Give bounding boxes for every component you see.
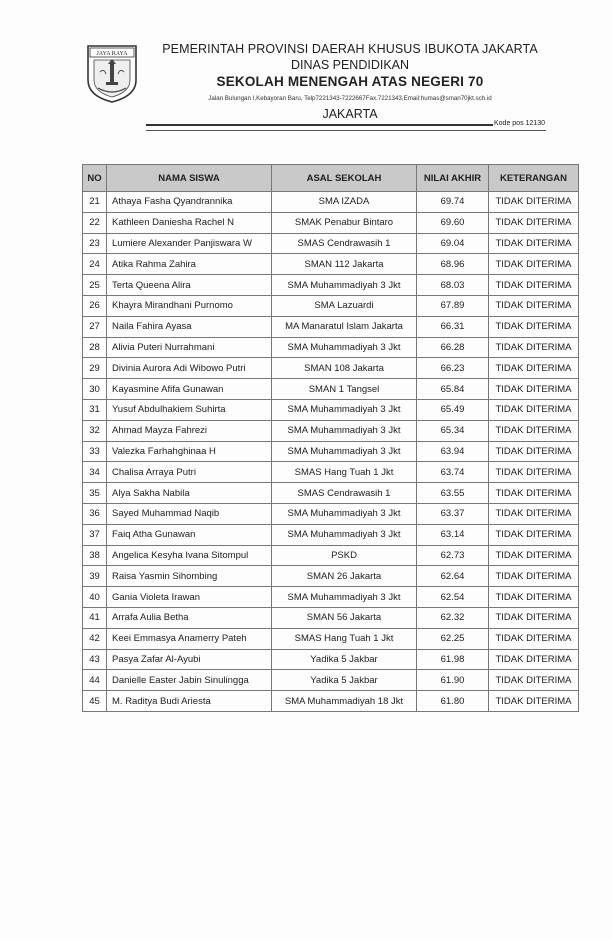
cell-keterangan: TIDAK DITERIMA — [489, 670, 579, 691]
cell-nilai-akhir: 66.28 — [417, 337, 489, 358]
header-asal-sekolah: ASAL SEKOLAH — [272, 165, 417, 192]
cell-no: 30 — [83, 379, 107, 400]
cell-asal-sekolah: SMA Muhammadiyah 3 Jkt — [272, 420, 417, 441]
cell-keterangan: TIDAK DITERIMA — [489, 233, 579, 254]
cell-asal-sekolah: SMAN 1 Tangsel — [272, 379, 417, 400]
cell-keterangan: TIDAK DITERIMA — [489, 212, 579, 233]
table-row — [83, 441, 579, 462]
cell-nama-siswa: Keei Emmasya Anamerry Pateh — [107, 628, 272, 649]
cell-asal-sekolah: SMAS Hang Tuah 1 Jkt — [272, 628, 417, 649]
cell-asal-sekolah: SMA Muhammadiyah 3 Jkt — [272, 587, 417, 608]
cell-keterangan: TIDAK DITERIMA — [489, 524, 579, 545]
government-title: PEMERINTAH PROVINSI DAERAH KHUSUS IBUKOTA JAKARTA — [162, 42, 538, 56]
table-row — [83, 503, 579, 524]
cell-keterangan: TIDAK DITERIMA — [489, 192, 579, 213]
cell-keterangan: TIDAK DITERIMA — [489, 545, 579, 566]
cell-keterangan: TIDAK DITERIMA — [489, 607, 579, 628]
cell-nama-siswa: Alivia Puteri Nurrahmani — [107, 337, 272, 358]
cell-no: 21 — [83, 192, 107, 213]
cell-no: 34 — [83, 462, 107, 483]
table-row — [83, 254, 579, 275]
postal-code: Kode pos 12130 — [494, 120, 545, 127]
cell-asal-sekolah: SMA Muhammadiyah 3 Jkt — [272, 337, 417, 358]
cell-no: 45 — [83, 691, 107, 712]
cell-keterangan: TIDAK DITERIMA — [489, 628, 579, 649]
table-row — [83, 379, 579, 400]
cell-no: 36 — [83, 503, 107, 524]
cell-no: 33 — [83, 441, 107, 462]
cell-nilai-akhir: 69.04 — [417, 233, 489, 254]
cell-nilai-akhir: 63.14 — [417, 524, 489, 545]
school-name: SEKOLAH MENENGAH ATAS NEGERI 70 — [216, 74, 484, 89]
cell-no: 40 — [83, 587, 107, 608]
cell-no: 29 — [83, 358, 107, 379]
cell-nilai-akhir: 69.74 — [417, 192, 489, 213]
cell-nilai-akhir: 63.94 — [417, 441, 489, 462]
table-row — [83, 462, 579, 483]
table-row — [83, 649, 579, 670]
table-header-row — [83, 165, 579, 192]
cell-nama-siswa: Faiq Atha Gunawan — [107, 524, 272, 545]
cell-keterangan: TIDAK DITERIMA — [489, 566, 579, 587]
department-title: DINAS PENDIDIKAN — [290, 58, 410, 72]
table-row — [83, 192, 579, 213]
cell-keterangan: TIDAK DITERIMA — [489, 254, 579, 275]
cell-no: 27 — [83, 316, 107, 337]
table-row — [83, 566, 579, 587]
cell-nilai-akhir: 66.23 — [417, 358, 489, 379]
cell-no: 32 — [83, 420, 107, 441]
table-row — [83, 545, 579, 566]
cell-no: 43 — [83, 649, 107, 670]
cell-nilai-akhir: 68.03 — [417, 275, 489, 296]
cell-keterangan: TIDAK DITERIMA — [489, 462, 579, 483]
cell-no: 37 — [83, 524, 107, 545]
cell-nilai-akhir: 66.31 — [417, 316, 489, 337]
table-row — [83, 670, 579, 691]
cell-asal-sekolah: SMA Muhammadiyah 3 Jkt — [272, 441, 417, 462]
cell-no: 24 — [83, 254, 107, 275]
cell-nama-siswa: Khayra Mirandhani Purnomo — [107, 295, 272, 316]
cell-asal-sekolah: PSKD — [272, 545, 417, 566]
cell-nama-siswa: Divinia Aurora Adi Wibowo Putri — [107, 358, 272, 379]
cell-nilai-akhir: 68.96 — [417, 254, 489, 275]
table-row — [83, 358, 579, 379]
cell-asal-sekolah: Yadika 5 Jakbar — [272, 670, 417, 691]
cell-nama-siswa: Naila Fahira Ayasa — [107, 316, 272, 337]
cell-no: 38 — [83, 545, 107, 566]
cell-no: 25 — [83, 275, 107, 296]
cell-asal-sekolah: SMA Muhammadiyah 3 Jkt — [272, 524, 417, 545]
table-row — [83, 607, 579, 628]
cell-nama-siswa: Terta Queena Alira — [107, 275, 272, 296]
cell-nilai-akhir: 61.80 — [417, 691, 489, 712]
table-row — [83, 212, 579, 233]
cell-keterangan: TIDAK DITERIMA — [489, 587, 579, 608]
header-nama-siswa: NAMA SISWA — [107, 165, 272, 192]
cell-nilai-akhir: 62.25 — [417, 628, 489, 649]
cell-no: 44 — [83, 670, 107, 691]
cell-nama-siswa: Raisa Yasmin Sihombing — [107, 566, 272, 587]
cell-nilai-akhir: 65.34 — [417, 420, 489, 441]
cell-no: 41 — [83, 607, 107, 628]
cell-nama-siswa: Athaya Fasha Qyandrannika — [107, 192, 272, 213]
cell-nilai-akhir: 61.98 — [417, 649, 489, 670]
cell-no: 26 — [83, 295, 107, 316]
table-row — [83, 275, 579, 296]
cell-asal-sekolah: SMAS Hang Tuah 1 Jkt — [272, 462, 417, 483]
table-row — [83, 420, 579, 441]
dki-jakarta-emblem-icon — [86, 44, 138, 104]
cell-nilai-akhir: 62.73 — [417, 545, 489, 566]
cell-nilai-akhir: 69.60 — [417, 212, 489, 233]
cell-keterangan: TIDAK DITERIMA — [489, 399, 579, 420]
cell-no: 23 — [83, 233, 107, 254]
table-row — [83, 691, 579, 712]
cell-nilai-akhir: 62.32 — [417, 607, 489, 628]
cell-keterangan: TIDAK DITERIMA — [489, 295, 579, 316]
cell-no: 39 — [83, 566, 107, 587]
cell-nilai-akhir: 65.84 — [417, 379, 489, 400]
table-row — [83, 587, 579, 608]
cell-asal-sekolah: SMA Muhammadiyah 3 Jkt — [272, 399, 417, 420]
cell-nama-siswa: Chalisa Arraya Putri — [107, 462, 272, 483]
cell-nilai-akhir: 63.37 — [417, 503, 489, 524]
table-row — [83, 628, 579, 649]
table-row — [83, 316, 579, 337]
cell-asal-sekolah: SMA Muhammadiyah 18 Jkt — [272, 691, 417, 712]
cell-asal-sekolah: SMA IZADA — [272, 192, 417, 213]
logo-text: JAYA RAYA — [96, 51, 128, 57]
cell-nama-siswa: Sayed Muhammad Naqib — [107, 503, 272, 524]
table-row — [83, 483, 579, 504]
cell-asal-sekolah: SMA Lazuardi — [272, 295, 417, 316]
header-nilai-akhir: NILAI AKHIR — [417, 165, 489, 192]
table-row — [83, 337, 579, 358]
cell-nilai-akhir: 63.55 — [417, 483, 489, 504]
cell-keterangan: TIDAK DITERIMA — [489, 503, 579, 524]
cell-nama-siswa: Yusuf Abdulhakiem Suhirta — [107, 399, 272, 420]
cell-keterangan: TIDAK DITERIMA — [489, 691, 579, 712]
cell-asal-sekolah: SMAN 112 Jakarta — [272, 254, 417, 275]
cell-nama-siswa: Ahmad Mayza Fahrezi — [107, 420, 272, 441]
cell-no: 28 — [83, 337, 107, 358]
cell-asal-sekolah: SMAN 26 Jakarta — [272, 566, 417, 587]
cell-nama-siswa: Atika Rahma Zahira — [107, 254, 272, 275]
cell-no: 22 — [83, 212, 107, 233]
header-no: NO — [83, 165, 107, 192]
cell-asal-sekolah: SMAK Penabur Bintaro — [272, 212, 417, 233]
cell-nama-siswa: Lumiere Alexander Panjiswara W — [107, 233, 272, 254]
cell-no: 42 — [83, 628, 107, 649]
cell-asal-sekolah: SMAS Cendrawasih 1 — [272, 233, 417, 254]
cell-nama-siswa: Valezka Farhahghinaa H — [107, 441, 272, 462]
cell-keterangan: TIDAK DITERIMA — [489, 316, 579, 337]
cell-nilai-akhir: 63.74 — [417, 462, 489, 483]
school-address: Jalan Bulungan I,Kebayoran Baru, Telp7221343-7222667Fax.7221343,Email:humas@sman70jkt.sch.id — [208, 95, 492, 102]
cell-asal-sekolah: SMAN 108 Jakarta — [272, 358, 417, 379]
cell-nama-siswa: Kathleen Daniesha Rachel N — [107, 212, 272, 233]
table-body — [83, 192, 579, 712]
city-name: JAKARTA — [322, 107, 378, 121]
cell-nilai-akhir: 61.90 — [417, 670, 489, 691]
cell-nama-siswa: Gania Violeta Irawan — [107, 587, 272, 608]
table-row — [83, 295, 579, 316]
cell-nilai-akhir: 65.49 — [417, 399, 489, 420]
cell-asal-sekolah: MA Manaratul Islam Jakarta — [272, 316, 417, 337]
cell-no: 31 — [83, 399, 107, 420]
cell-nilai-akhir: 62.64 — [417, 566, 489, 587]
cell-asal-sekolah: SMA Muhammadiyah 3 Jkt — [272, 503, 417, 524]
cell-keterangan: TIDAK DITERIMA — [489, 358, 579, 379]
table-row — [83, 233, 579, 254]
cell-nama-siswa: Kayasmine Afifa Gunawan — [107, 379, 272, 400]
cell-no: 35 — [83, 483, 107, 504]
cell-keterangan: TIDAK DITERIMA — [489, 275, 579, 296]
cell-nama-siswa: Arrafa Aulia Betha — [107, 607, 272, 628]
cell-keterangan: TIDAK DITERIMA — [489, 483, 579, 504]
cell-keterangan: TIDAK DITERIMA — [489, 420, 579, 441]
cell-nama-siswa: M. Raditya Budi Ariesta — [107, 691, 272, 712]
cell-asal-sekolah: Yadika 5 Jakbar — [272, 649, 417, 670]
header-rule — [146, 124, 546, 126]
cell-asal-sekolah: SMA Muhammadiyah 3 Jkt — [272, 275, 417, 296]
student-results-table — [82, 164, 579, 712]
table-row — [83, 399, 579, 420]
cell-nama-siswa: Danielle Easter Jabin Sinulingga — [107, 670, 272, 691]
cell-asal-sekolah: SMAS Cendrawasih 1 — [272, 483, 417, 504]
cell-nama-siswa: Pasya Zafar Al-Ayubi — [107, 649, 272, 670]
cell-asal-sekolah: SMAN 56 Jakarta — [272, 607, 417, 628]
cell-keterangan: TIDAK DITERIMA — [489, 337, 579, 358]
cell-keterangan: TIDAK DITERIMA — [489, 441, 579, 462]
table-row — [83, 524, 579, 545]
cell-nama-siswa: Alya Sakha Nabila — [107, 483, 272, 504]
cell-nilai-akhir: 62.54 — [417, 587, 489, 608]
header-keterangan: KETERANGAN — [489, 165, 579, 192]
header-rule-thin — [146, 130, 546, 131]
cell-nilai-akhir: 67.89 — [417, 295, 489, 316]
cell-nama-siswa: Angelica Kesyha Ivana Sitompul — [107, 545, 272, 566]
cell-keterangan: TIDAK DITERIMA — [489, 379, 579, 400]
cell-keterangan: TIDAK DITERIMA — [489, 649, 579, 670]
